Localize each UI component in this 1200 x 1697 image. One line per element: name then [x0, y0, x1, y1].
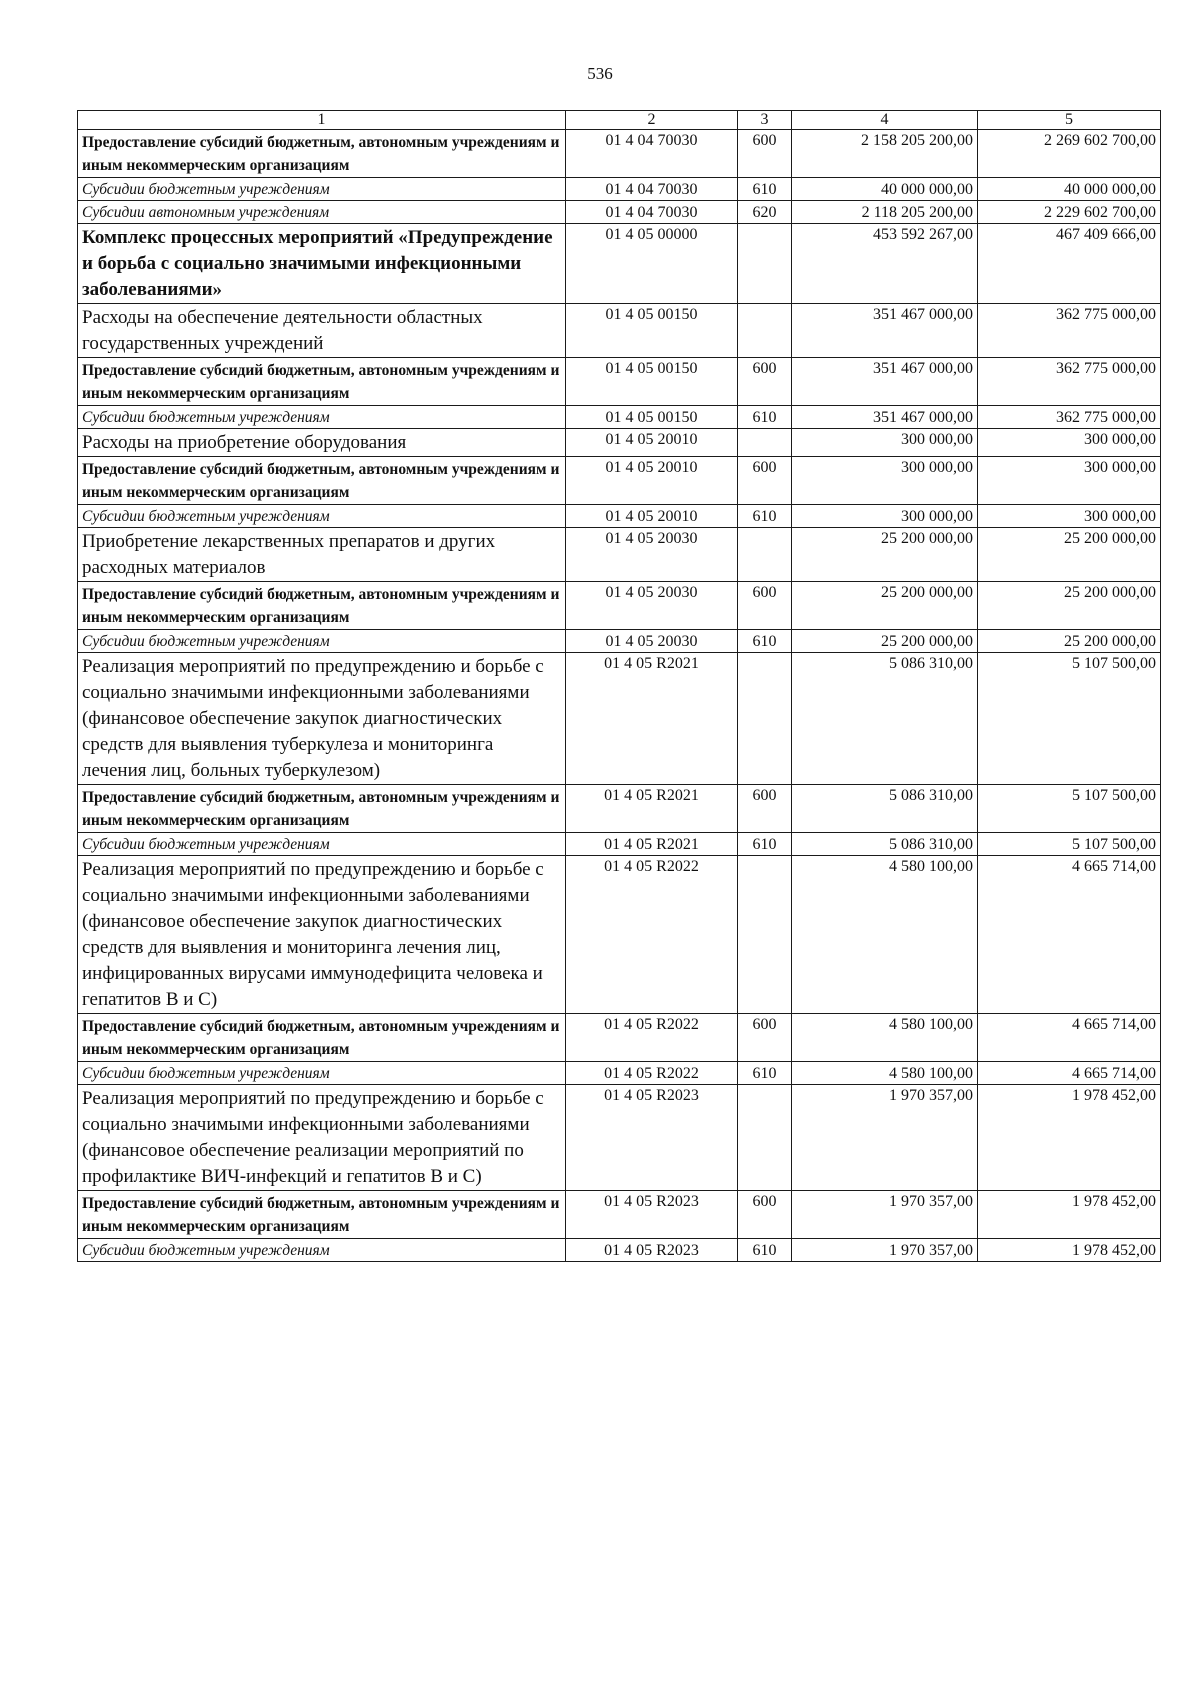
row-sum1-cell: 453 592 267,00: [792, 224, 978, 304]
row-sum2-cell: 362 775 000,00: [978, 406, 1161, 429]
row-vr-cell: 610: [738, 178, 792, 201]
table-row: [78, 130, 1161, 178]
budget-table: [77, 110, 1161, 1262]
row-code-cell: 01 4 05 00000: [566, 224, 738, 304]
row-sum1-cell: 4 580 100,00: [792, 856, 978, 1014]
row-name-cell: Реализация мероприятий по предупреждению и борьбе с социально значимыми инфекционными заболеваниями (финансовое обеспечение закупок диагностических средств для выявления туберкулеза и мониторинга лечения лиц, больных туберкулезом): [78, 653, 566, 785]
row-sum2-cell: 467 409 666,00: [978, 224, 1161, 304]
table-row: [78, 630, 1161, 653]
header-col-1: 1: [78, 111, 566, 130]
row-sum1-cell: 2 158 205 200,00: [792, 130, 978, 178]
row-code-cell: 01 4 05 R2021: [566, 785, 738, 833]
table-row: [78, 785, 1161, 833]
row-name-cell: Субсидии бюджетным учреждениям: [78, 630, 566, 653]
table-row: [78, 1014, 1161, 1062]
row-sum2-cell: 2 229 602 700,00: [978, 201, 1161, 224]
row-name-cell: Предоставление субсидий бюджетным, автономным учреждениям и иным некоммерческим организациям: [78, 1014, 566, 1062]
row-code-cell: 01 4 04 70030: [566, 130, 738, 178]
row-vr-cell: [738, 304, 792, 358]
table-row: [78, 1062, 1161, 1085]
row-name-cell: Комплекс процессных мероприятий «Предупреждение и борьба с социально значимыми инфекционными заболеваниями»: [78, 224, 566, 304]
row-code-cell: 01 4 05 20010: [566, 429, 738, 457]
row-sum2-cell: 4 665 714,00: [978, 1062, 1161, 1085]
row-name-cell: Субсидии бюджетным учреждениям: [78, 1239, 566, 1262]
row-name-cell: Предоставление субсидий бюджетным, автономным учреждениям и иным некоммерческим организациям: [78, 785, 566, 833]
row-sum2-cell: 25 200 000,00: [978, 528, 1161, 582]
row-sum2-cell: 5 107 500,00: [978, 833, 1161, 856]
header-col-5: 5: [978, 111, 1161, 130]
row-vr-cell: 600: [738, 130, 792, 178]
row-code-cell: 01 4 05 00150: [566, 406, 738, 429]
table-row: [78, 201, 1161, 224]
row-code-cell: 01 4 05 R2022: [566, 1014, 738, 1062]
row-sum2-cell: 362 775 000,00: [978, 304, 1161, 358]
row-sum2-cell: 300 000,00: [978, 457, 1161, 505]
row-name-cell: Предоставление субсидий бюджетным, автономным учреждениям и иным некоммерческим организациям: [78, 457, 566, 505]
row-sum2-cell: 300 000,00: [978, 505, 1161, 528]
row-code-cell: 01 4 05 R2023: [566, 1191, 738, 1239]
row-vr-cell: 600: [738, 1014, 792, 1062]
row-vr-cell: [738, 224, 792, 304]
row-sum1-cell: 2 118 205 200,00: [792, 201, 978, 224]
row-sum2-cell: 300 000,00: [978, 429, 1161, 457]
table-row: [78, 304, 1161, 358]
row-name-cell: Субсидии бюджетным учреждениям: [78, 1062, 566, 1085]
row-sum2-cell: 4 665 714,00: [978, 1014, 1161, 1062]
table-row: [78, 224, 1161, 304]
table-row: [78, 457, 1161, 505]
row-vr-cell: 610: [738, 406, 792, 429]
row-name-cell: Предоставление субсидий бюджетным, автономным учреждениям и иным некоммерческим организациям: [78, 1191, 566, 1239]
row-sum1-cell: 4 580 100,00: [792, 1014, 978, 1062]
row-sum1-cell: 5 086 310,00: [792, 833, 978, 856]
row-name-cell: Приобретение лекарственных препаратов и других расходных материалов: [78, 528, 566, 582]
row-vr-cell: 600: [738, 457, 792, 505]
row-name-cell: Расходы на приобретение оборудования: [78, 429, 566, 457]
row-code-cell: 01 4 04 70030: [566, 178, 738, 201]
table-row: [78, 1085, 1161, 1191]
row-code-cell: 01 4 05 R2022: [566, 1062, 738, 1085]
row-vr-cell: 600: [738, 785, 792, 833]
row-code-cell: 01 4 05 20030: [566, 528, 738, 582]
row-vr-cell: [738, 653, 792, 785]
row-name-cell: Субсидии автономным учреждениям: [78, 201, 566, 224]
header-col-3: 3: [738, 111, 792, 130]
row-code-cell: 01 4 05 R2022: [566, 856, 738, 1014]
row-code-cell: 01 4 05 20030: [566, 630, 738, 653]
row-vr-cell: 600: [738, 582, 792, 630]
row-sum2-cell: 1 978 452,00: [978, 1085, 1161, 1191]
row-sum1-cell: 5 086 310,00: [792, 785, 978, 833]
row-sum1-cell: 351 467 000,00: [792, 406, 978, 429]
row-name-cell: Предоставление субсидий бюджетным, автономным учреждениям и иным некоммерческим организациям: [78, 130, 566, 178]
row-sum1-cell: 1 970 357,00: [792, 1085, 978, 1191]
row-code-cell: 01 4 05 R2021: [566, 833, 738, 856]
row-sum2-cell: 5 107 500,00: [978, 653, 1161, 785]
table-header-row: [78, 111, 1161, 130]
row-sum2-cell: 4 665 714,00: [978, 856, 1161, 1014]
row-sum1-cell: 25 200 000,00: [792, 582, 978, 630]
row-vr-cell: 610: [738, 1239, 792, 1262]
row-sum2-cell: 1 978 452,00: [978, 1239, 1161, 1262]
row-sum1-cell: 1 970 357,00: [792, 1191, 978, 1239]
row-code-cell: 01 4 04 70030: [566, 201, 738, 224]
row-name-cell: Расходы на обеспечение деятельности областных государственных учреждений: [78, 304, 566, 358]
row-name-cell: Субсидии бюджетным учреждениям: [78, 505, 566, 528]
row-sum1-cell: 5 086 310,00: [792, 653, 978, 785]
table-row: [78, 856, 1161, 1014]
row-code-cell: 01 4 05 20010: [566, 505, 738, 528]
row-name-cell: Реализация мероприятий по предупреждению и борьбе с социально значимыми инфекционными заболеваниями (финансовое обеспечение реализации мероприятий по профилактике ВИЧ-инфекций и гепатитов B и C): [78, 1085, 566, 1191]
row-sum2-cell: 40 000 000,00: [978, 178, 1161, 201]
row-vr-cell: 610: [738, 630, 792, 653]
row-sum1-cell: 351 467 000,00: [792, 358, 978, 406]
table-row: [78, 505, 1161, 528]
row-vr-cell: [738, 856, 792, 1014]
table-row: [78, 653, 1161, 785]
row-sum2-cell: 25 200 000,00: [978, 582, 1161, 630]
row-name-cell: Предоставление субсидий бюджетным, автономным учреждениям и иным некоммерческим организациям: [78, 358, 566, 406]
row-code-cell: 01 4 05 00150: [566, 358, 738, 406]
table-row: [78, 1191, 1161, 1239]
row-code-cell: 01 4 05 20030: [566, 582, 738, 630]
row-sum1-cell: 25 200 000,00: [792, 630, 978, 653]
table-row: [78, 833, 1161, 856]
row-vr-cell: 610: [738, 833, 792, 856]
row-code-cell: 01 4 05 R2023: [566, 1239, 738, 1262]
table-row: [78, 429, 1161, 457]
row-sum1-cell: 25 200 000,00: [792, 528, 978, 582]
row-code-cell: 01 4 05 20010: [566, 457, 738, 505]
table-row: [78, 1239, 1161, 1262]
row-code-cell: 01 4 05 R2023: [566, 1085, 738, 1191]
row-vr-cell: 600: [738, 358, 792, 406]
row-name-cell: Предоставление субсидий бюджетным, автономным учреждениям и иным некоммерческим организациям: [78, 582, 566, 630]
table-body: [78, 111, 1161, 1262]
row-sum1-cell: 40 000 000,00: [792, 178, 978, 201]
row-vr-cell: [738, 1085, 792, 1191]
header-col-4: 4: [792, 111, 978, 130]
row-sum1-cell: 300 000,00: [792, 429, 978, 457]
table-row: [78, 406, 1161, 429]
page-number: 536: [587, 64, 613, 83]
row-sum1-cell: 300 000,00: [792, 457, 978, 505]
table-row: [78, 358, 1161, 406]
row-vr-cell: 620: [738, 201, 792, 224]
row-sum1-cell: 1 970 357,00: [792, 1239, 978, 1262]
row-name-cell: Субсидии бюджетным учреждениям: [78, 833, 566, 856]
row-code-cell: 01 4 05 00150: [566, 304, 738, 358]
table-row: [78, 178, 1161, 201]
row-sum1-cell: 351 467 000,00: [792, 304, 978, 358]
row-vr-cell: 610: [738, 1062, 792, 1085]
table-row: [78, 582, 1161, 630]
row-vr-cell: [738, 429, 792, 457]
row-sum1-cell: 300 000,00: [792, 505, 978, 528]
row-sum2-cell: 362 775 000,00: [978, 358, 1161, 406]
row-name-cell: Реализация мероприятий по предупреждению и борьбе с социально значимыми инфекционными заболеваниями (финансовое обеспечение закупок диагностических средств для выявления и мониторинга лечения лиц, инфицированных вирусами иммунодефицита человека и гепатитов B и C): [78, 856, 566, 1014]
row-vr-cell: 600: [738, 1191, 792, 1239]
row-vr-cell: 610: [738, 505, 792, 528]
row-sum2-cell: 5 107 500,00: [978, 785, 1161, 833]
row-name-cell: Субсидии бюджетным учреждениям: [78, 178, 566, 201]
row-sum2-cell: 25 200 000,00: [978, 630, 1161, 653]
table-row: [78, 528, 1161, 582]
row-sum1-cell: 4 580 100,00: [792, 1062, 978, 1085]
row-sum2-cell: 2 269 602 700,00: [978, 130, 1161, 178]
row-name-cell: Субсидии бюджетным учреждениям: [78, 406, 566, 429]
row-code-cell: 01 4 05 R2021: [566, 653, 738, 785]
row-sum2-cell: 1 978 452,00: [978, 1191, 1161, 1239]
row-vr-cell: [738, 528, 792, 582]
header-col-2: 2: [566, 111, 738, 130]
